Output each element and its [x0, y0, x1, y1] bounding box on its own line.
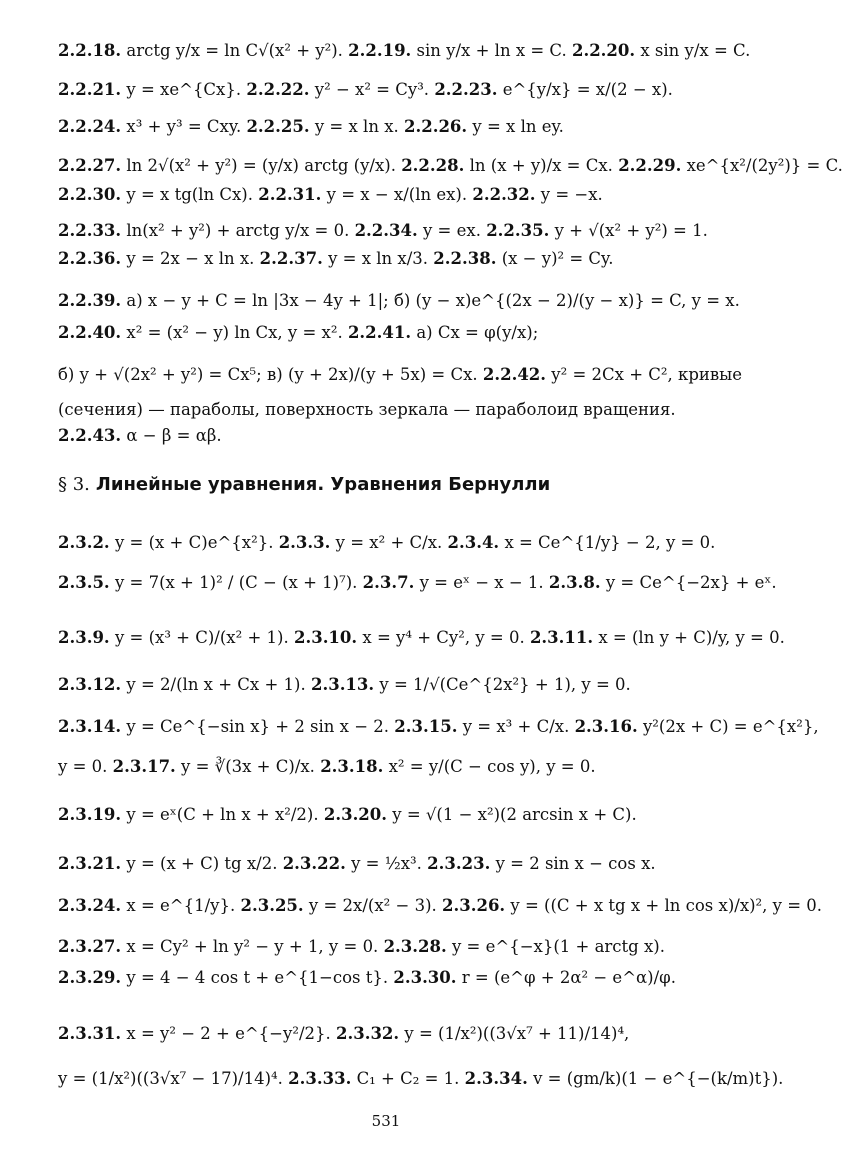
answer-number: 2.2.19. [348, 41, 412, 60]
answer-number: 2.3.19. [58, 805, 122, 824]
answer-line [58, 364, 743, 386]
answer-number: 2.2.38. [433, 249, 497, 268]
answer-formula: y = x ln ey. [472, 117, 564, 136]
answer-formula: x = e^{1/y}. [126, 896, 236, 915]
answer-formula: y = Ce^{−sin x} + 2 sin x − 2. [126, 717, 390, 736]
answer-number: 2.2.26. [404, 117, 468, 136]
answer-formula: y + √(x² + y²) = 1. [554, 221, 708, 240]
section-symbol: § 3. [58, 474, 90, 495]
answer-number: 2.3.30. [393, 968, 457, 987]
answer-formula: y = 1/√(Ce^{2x²} + 1), y = 0. [379, 675, 631, 694]
answer-number: 2.2.33. [58, 221, 122, 240]
answer-line [58, 290, 740, 312]
answer-number: 2.2.39. [58, 291, 122, 310]
answer-formula: y = x ln x. [314, 117, 399, 136]
answer-number: 2.3.20. [323, 805, 388, 824]
answer-formula: y = 0. [58, 757, 108, 776]
answer-line [58, 967, 726, 989]
answer-line [58, 674, 726, 696]
answer-formula: y = 2x/(x² − 3). [308, 896, 437, 915]
answer-number: 2.2.42. [482, 365, 547, 384]
answer-formula: y = x² + C/x. [335, 533, 443, 552]
answer-number: 2.3.16. [574, 717, 638, 736]
answer-formula: x² = y/(C − cos y), y = 0. [388, 757, 596, 776]
answer-number: 2.3.26. [442, 896, 506, 915]
answer-formula: x³ + y³ = Cxy. [126, 117, 242, 136]
answer-number: 2.3.22. [282, 854, 346, 873]
answer-number: 2.3.3. [278, 533, 331, 552]
answer-number: 2.2.43. [58, 426, 122, 445]
answer-formula: y = ((C + x tg x + ln cos x)/x)², y = 0. [510, 896, 823, 915]
answer-formula: arctg y/x = ln C√(x² + y²). [126, 41, 343, 60]
answer-formula: e^{y/x} = x/(2 − x). [502, 80, 673, 99]
answer-number: 2.2.18. [58, 41, 122, 60]
answer-number: 2.3.13. [310, 675, 375, 694]
answer-line [58, 184, 726, 206]
page-number: 531 [371, 1112, 401, 1130]
answer-formula: ln(x² + y²) + arctg y/x = 0. [126, 221, 350, 240]
section-heading [58, 473, 550, 497]
answer-number: 2.3.23. [427, 854, 491, 873]
answer-formula: y = eˣ(C + ln x + x²/2). [126, 805, 319, 824]
answer-formula: y = x ln x/3. [328, 249, 429, 268]
answer-number: 2.2.40. [58, 323, 122, 342]
answer-number: 2.3.17. [112, 757, 176, 776]
answer-formula: x sin y/x = C. [640, 41, 751, 60]
answer-number: 2.2.30. [58, 185, 122, 204]
answer-formula: y = xe^{Cx}. [126, 80, 242, 99]
answer-line [58, 155, 843, 177]
answer-number: 2.2.28. [401, 156, 465, 175]
answer-formula: y = (x + C)e^{x²}. [114, 533, 274, 552]
answer-formula: y = eˣ − x − 1. [419, 573, 544, 592]
answer-number: 2.3.14. [58, 717, 122, 736]
answer-line [58, 248, 726, 270]
answer-formula: а) Cx = φ(y/x); [416, 323, 539, 342]
answer-formula: x = Cy² + ln y² − y + 1, y = 0. [126, 937, 379, 956]
answer-number: 2.3.9. [58, 628, 110, 647]
answer-number: 2.2.23. [434, 80, 498, 99]
answer-line [58, 322, 726, 344]
answer-formula: x = Ce^{1/y} − 2, y = 0. [504, 533, 716, 552]
answer-formula: y = (1/x²)((3√x⁷ − 17)/14)⁴. [58, 1069, 283, 1088]
answer-formula: y = 2x − x ln x. [126, 249, 255, 268]
answer-number: 2.2.34. [354, 221, 418, 240]
answer-formula: α − β = αβ. [126, 426, 222, 445]
answer-line [58, 853, 726, 875]
answer-number: 2.3.15. [394, 717, 458, 736]
answer-formula: sin y/x + ln x = C. [416, 41, 567, 60]
answer-number: 2.2.37. [259, 249, 323, 268]
answer-formula: б) y + √(2x² + y²) = Cx⁵; в) (y + 2x)/(y + 5x) = Cx. [58, 365, 478, 384]
answer-formula: ln 2√(x² + y²) = (y/x) arctg (y/x). [126, 156, 396, 175]
answer-number: 2.3.2. [58, 533, 110, 552]
answer-number: 2.3.21. [58, 854, 122, 873]
answer-formula: (x − y)² = Cy. [501, 249, 614, 268]
answer-number: 2.3.32. [336, 1024, 400, 1043]
answer-line [58, 79, 726, 101]
answer-number: 2.3.31. [58, 1024, 122, 1043]
answer-number: 2.3.24. [58, 896, 122, 915]
answer-formula: (сечения) — параболы, поверхность зеркала — параболоид вращения. [58, 400, 676, 419]
answer-number: 2.2.36. [58, 249, 122, 268]
answer-number: 2.3.4. [447, 533, 500, 552]
answer-line [58, 1023, 726, 1045]
answer-line [58, 572, 777, 594]
answer-line [58, 532, 726, 554]
answer-formula: y² = 2Cx + C², кривые [551, 365, 743, 384]
answer-number: 2.3.5. [58, 573, 110, 592]
answer-number: 2.3.8. [548, 573, 601, 592]
answer-line [58, 399, 726, 421]
answer-formula: r = (e^φ + 2α² − e^α)/φ. [461, 968, 676, 987]
section-title: Линейные уравнения. Уравнения Бернулли [95, 474, 551, 495]
answer-number: 2.2.20. [571, 41, 636, 60]
answer-formula: y = (x³ + C)/(x² + 1). [114, 628, 289, 647]
answer-number: 2.2.27. [58, 156, 122, 175]
answer-formula: x = y⁴ + Cy², y = 0. [362, 628, 525, 647]
answer-formula: y = x tg(ln Cx). [126, 185, 253, 204]
answer-number: 2.2.29. [618, 156, 682, 175]
answer-number: 2.2.31. [258, 185, 322, 204]
answer-formula: а) x − y + C = ln |3x − 4y + 1|; б) (y − x)e^{(2x − 2)/(y − x)} = C, y = x. [126, 291, 740, 310]
answer-number: 2.2.21. [58, 80, 122, 99]
answer-line [58, 804, 726, 826]
answer-formula: y = ∛(3x + C)/x. [181, 757, 315, 776]
answer-line [58, 220, 726, 242]
answer-formula: y = ½x³. [351, 854, 422, 873]
answer-number: 2.2.24. [58, 117, 122, 136]
answer-formula: y = √(1 − x²)(2 arcsin x + C). [392, 805, 637, 824]
answer-formula: x² = (x² − y) ln Cx, y = x². [126, 323, 343, 342]
answer-formula: y = Ce^{−2x} + eˣ. [605, 573, 777, 592]
answer-line [58, 627, 785, 649]
answer-formula: v = (gm/k)(1 − e^{−(k/m)t}). [533, 1069, 784, 1088]
textbook-page [58, 0, 843, 1172]
answer-formula: y = 4 − 4 cos t + e^{1−cos t}. [126, 968, 389, 987]
answer-formula: y = 2/(ln x + Cx + 1). [126, 675, 306, 694]
answer-formula: xe^{x²/(2y²)} = C. [686, 156, 843, 175]
answer-number: 2.3.34. [464, 1069, 528, 1088]
answer-formula: y = ex. [422, 221, 481, 240]
answer-line [58, 40, 751, 62]
answer-number: 2.2.41. [347, 323, 412, 342]
answer-formula: y = (x + C) tg x/2. [126, 854, 278, 873]
answer-line [58, 936, 726, 958]
answer-formula: y = x³ + C/x. [462, 717, 570, 736]
answer-formula: ln (x + y)/x = Cx. [469, 156, 613, 175]
answer-number: 2.2.35. [486, 221, 550, 240]
answer-formula: y = e^{−x}(1 + arctg x). [451, 937, 665, 956]
answer-line [58, 116, 726, 138]
answer-formula: x = (ln y + C)/y, y = 0. [598, 628, 785, 647]
answer-line [58, 716, 819, 738]
answer-line [58, 895, 823, 917]
answer-formula: x = y² − 2 + e^{−y²/2}. [126, 1024, 331, 1043]
answer-formula: y = x − x/(ln ex). [326, 185, 468, 204]
answer-number: 2.3.10. [293, 628, 358, 647]
answer-number: 2.3.29. [58, 968, 122, 987]
answer-number: 2.2.32. [472, 185, 536, 204]
answer-number: 2.3.12. [58, 675, 122, 694]
answer-line [58, 425, 726, 447]
answer-formula: y²(2x + C) = e^{x²}, [642, 717, 819, 736]
answer-number: 2.3.7. [362, 573, 415, 592]
answer-formula: y = 7(x + 1)² / (C − (x + 1)⁷). [114, 573, 358, 592]
answer-line [58, 756, 726, 778]
answer-line [58, 1068, 784, 1090]
answer-formula: y² − x² = Cy³. [314, 80, 430, 99]
answer-formula: C₁ + C₂ = 1. [356, 1069, 460, 1088]
answer-number: 2.2.22. [246, 80, 310, 99]
answer-number: 2.3.11. [529, 628, 594, 647]
answer-number: 2.2.25. [246, 117, 310, 136]
answer-number: 2.3.27. [58, 937, 122, 956]
answer-formula: y = (1/x²)((3√x⁷ + 11)/14)⁴, [404, 1024, 630, 1043]
answer-number: 2.3.25. [240, 896, 304, 915]
answer-number: 2.3.28. [383, 937, 447, 956]
answer-formula: y = 2 sin x − cos x. [495, 854, 656, 873]
answer-formula: y = −x. [540, 185, 603, 204]
answer-number: 2.3.33. [288, 1069, 352, 1088]
answer-number: 2.3.18. [320, 757, 384, 776]
